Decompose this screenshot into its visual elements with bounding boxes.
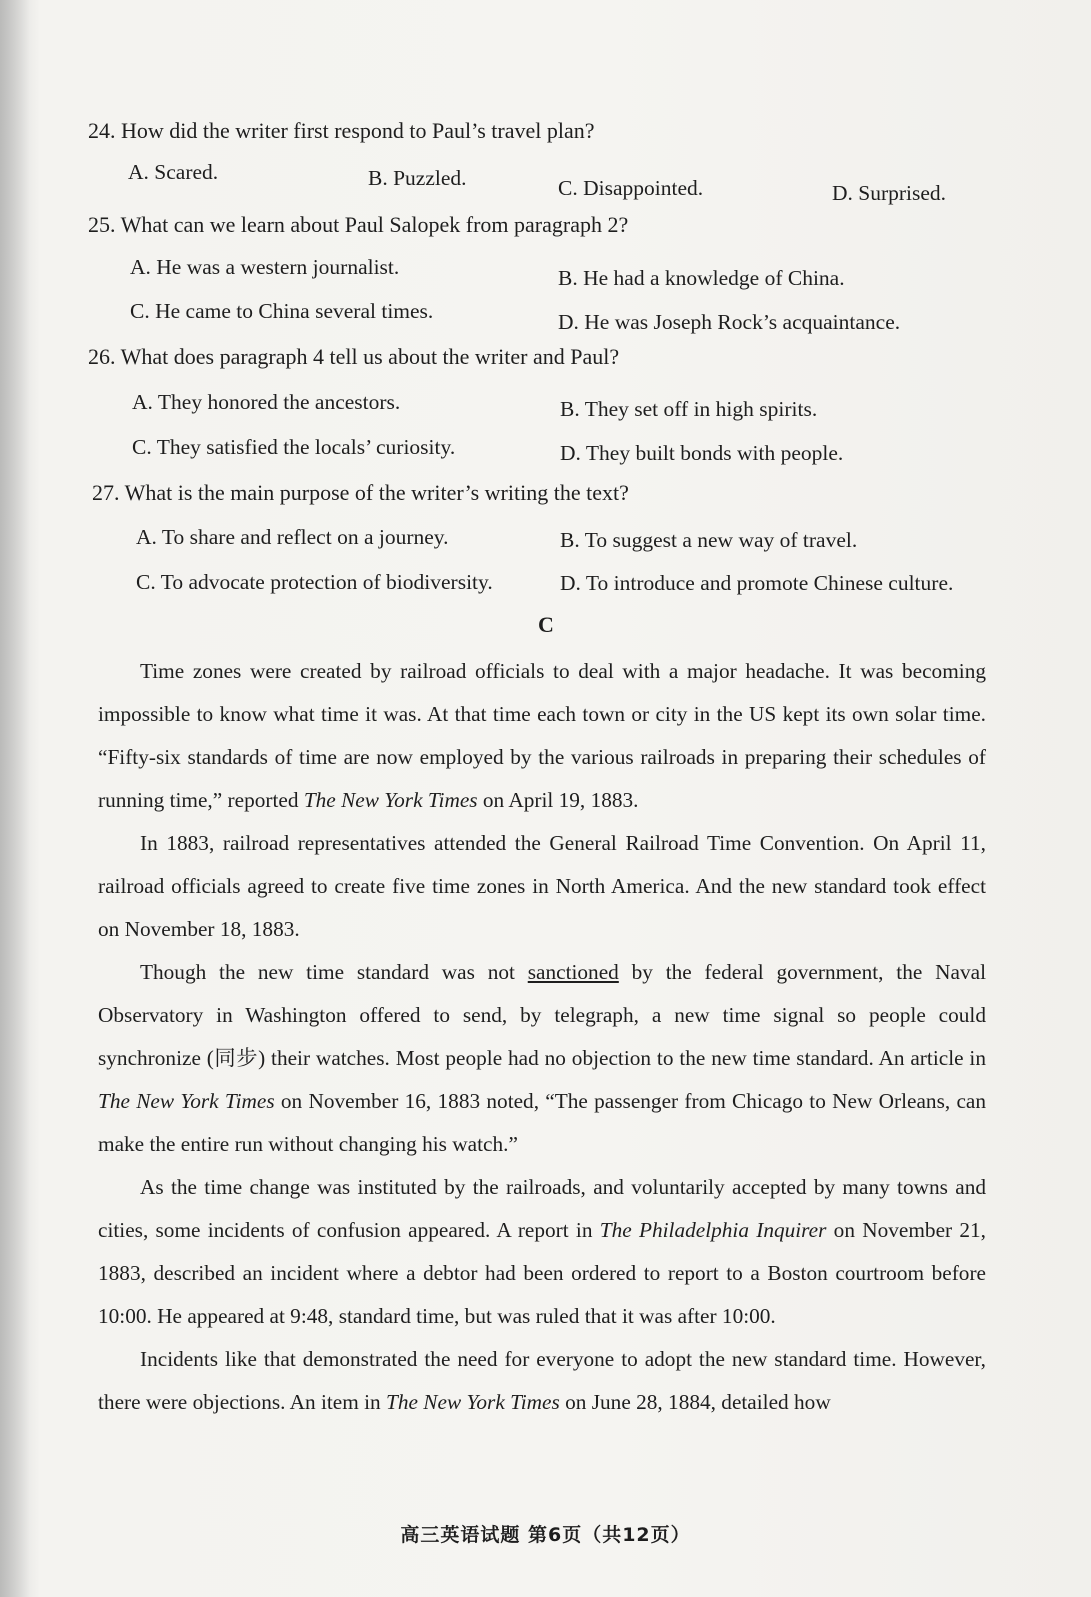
passage-paragraph-3 xyxy=(98,951,986,1166)
question-26-option-a: A. They honored the ancestors. xyxy=(132,390,401,414)
question-26-option-b: B. They set off in high spirits. xyxy=(560,397,818,421)
underlined-word: sanctioned xyxy=(527,960,619,984)
passage-text: on November 21, 1883, described an incident where a debtor had been ordered to report to a Boston courtroom before 10:00. He appeared at 9:48, standard time, but was ruled that it was after 10:00. xyxy=(98,1218,986,1328)
question-24-option-d: D. Surprised. xyxy=(832,181,947,205)
passage-paragraph-4 xyxy=(98,1166,986,1338)
passage-text: As the time change was instituted by the railroads, and voluntarily accepted by many towns and cities, some incidents of confusion appeared. A report in xyxy=(98,1175,986,1242)
question-24-option-a: A. Scared. xyxy=(128,160,219,184)
newspaper-title: The New York Times xyxy=(386,1390,560,1414)
question-25-option-d: D. He was Joseph Rock’s acquaintance. xyxy=(558,310,901,334)
question-25-option-c: C. He came to China several times. xyxy=(130,299,434,323)
passage-paragraph-2 xyxy=(98,822,986,951)
newspaper-title: The New York Times xyxy=(98,1089,275,1113)
question-25-option-a: A. He was a western journalist. xyxy=(130,255,400,279)
reading-passage xyxy=(98,650,986,1424)
passage-text: on April 19, 1883. xyxy=(477,788,639,812)
question-24-option-b: B. Puzzled. xyxy=(368,166,467,190)
page-edge-shadow xyxy=(0,0,30,1597)
newspaper-title: The New York Times xyxy=(303,788,478,812)
question-25-option-b: B. He had a knowledge of China. xyxy=(558,266,845,290)
passage-paragraph-5 xyxy=(98,1338,986,1424)
page-footer: 高三英语试题 第6页（共12页） xyxy=(400,1524,691,1546)
question-24-stem: 24. How did the writer first respond to Paul’s travel plan? xyxy=(88,118,595,143)
question-27-option-c: C. To advocate protection of biodiversity. xyxy=(136,570,493,594)
question-24-option-c: C. Disappointed. xyxy=(558,176,704,200)
question-27-option-d: D. To introduce and promote Chinese culture. xyxy=(560,571,954,595)
passage-text: on June 28, 1884, detailed how xyxy=(559,1390,831,1414)
question-25-stem: 25. What can we learn about Paul Salopek from paragraph 2? xyxy=(88,212,629,237)
passage-text: on November 16, 1883 noted, “The passenger from Chicago to New Orleans, can make the entire run without changing his watch.” xyxy=(98,1089,987,1156)
passage-text: Though the new time standard was not xyxy=(140,960,528,984)
passage-paragraph-1 xyxy=(98,650,986,822)
question-27-option-a: A. To share and reflect on a journey. xyxy=(136,525,449,549)
section-heading: C xyxy=(538,612,554,637)
passage-text: Incidents like that demonstrated the need for everyone to adopt the new standard time. However, there were objections. An item in xyxy=(98,1347,986,1414)
newspaper-title: The Philadelphia Inquirer xyxy=(599,1218,827,1242)
passage-text: Time zones were created by railroad officials to deal with a major headache. It was becoming impossible to know what time it was. At that time each town or city in the US kept its own solar time. “Fifty-six standards of time are now employed by the various railroads in preparing their schedules of running time,” reported xyxy=(98,659,986,812)
question-27-stem: 27. What is the main purpose of the writer’s writing the text? xyxy=(92,480,629,505)
question-27-option-b: B. To suggest a new way of travel. xyxy=(560,528,858,552)
question-26-stem: 26. What does paragraph 4 tell us about the writer and Paul? xyxy=(88,344,620,369)
question-26-option-d: D. They built bonds with people. xyxy=(560,441,844,465)
passage-text: by the federal government, the Naval Observatory in Washington offered to send, by telegraph, a new time signal so people could synchronize (同步) their watches. Most people had no objection to the new time standard. An article in xyxy=(98,960,986,1070)
question-26-option-c: C. They satisfied the locals’ curiosity. xyxy=(132,435,456,459)
passage-text: In 1883, railroad representatives attended the General Railroad Time Convention. On April 11, railroad officials agreed to create five time zones in North America. And the new standard took effect on November 18, 1883. xyxy=(98,831,986,941)
